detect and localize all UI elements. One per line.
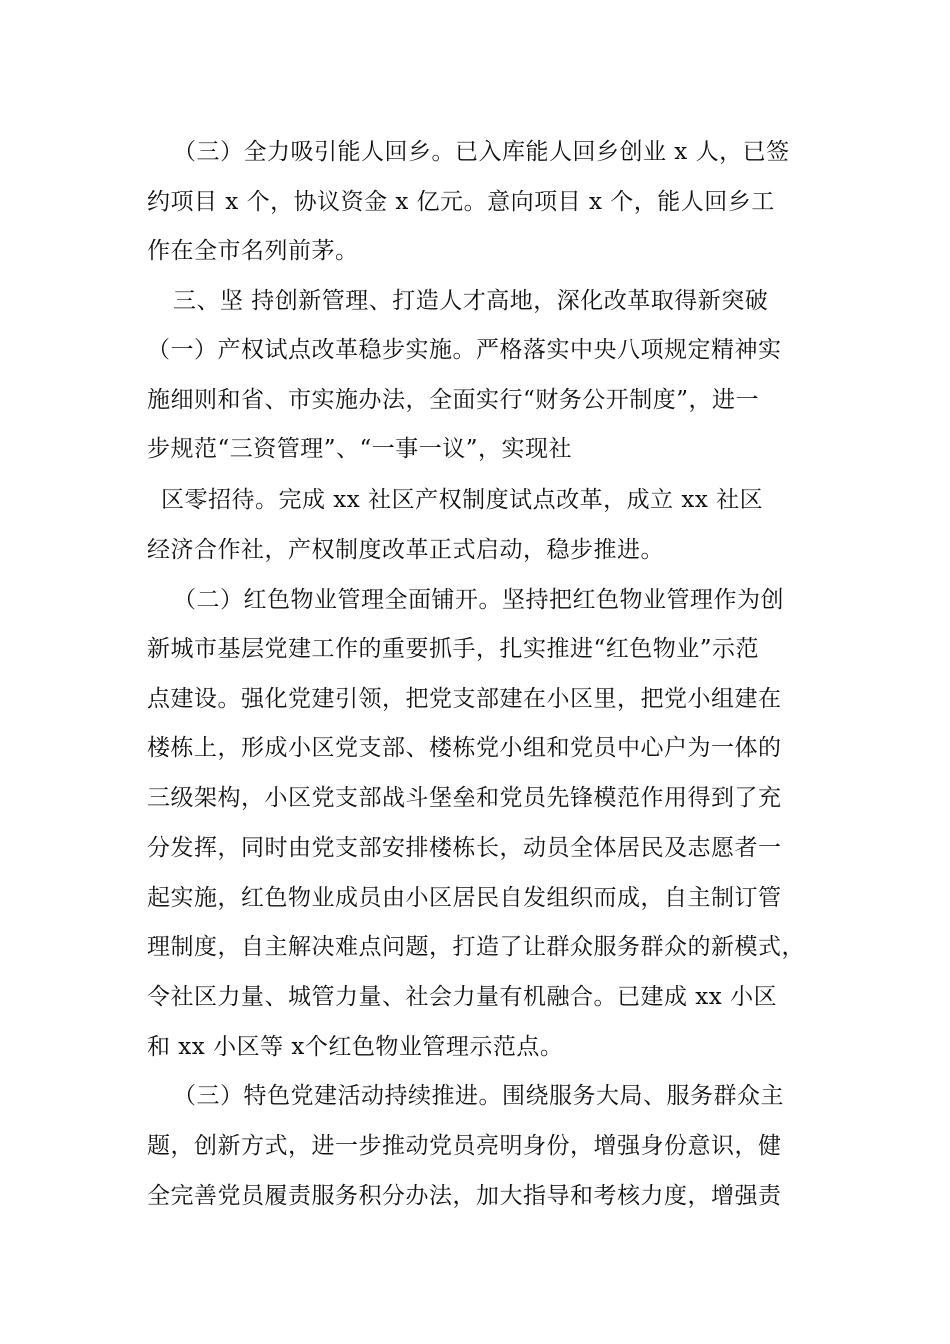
- text-line: 和 xx 小区等 x个红色物业管理示范点。: [147, 1034, 564, 1060]
- text-line: 约项目 x 个，协议资金 x 亿元。意向项目 x 个，能人回乡工: [147, 189, 775, 215]
- text-line: 令社区力量、城管力量、社会力量有机融合。已建成 xx 小区: [147, 984, 778, 1010]
- text-line: 施细则和省、市实施办法，全面实行“财务公开制度”，进一: [147, 387, 760, 413]
- text-line: 区零招待。完成 xx 社区产权制度试点改革，成立 xx 社区: [161, 487, 764, 513]
- text-line: （二）红色物业管理全面铺开。坚持把红色物业管理作为创: [173, 587, 784, 613]
- text-line: 点建设。强化党建引领，把党支部建在小区里，把党小组建在: [147, 686, 782, 712]
- text-line: 题，创新方式，进一步推动党员亮明身份，增强身份意识，健: [147, 1133, 782, 1159]
- text-line: 理制度，自主解决难点问题，打造了让群众服务群众的新模式，: [147, 934, 805, 960]
- text-line: 三级架构，小区党支部战斗堡垒和党员先锋模范作用得到了充: [147, 785, 782, 811]
- text-line: （三）全力吸引能人回乡。已入库能人回乡创业 x 人，已签: [173, 139, 790, 165]
- text-line: （三）特色党建活动持续推进。围绕服务大局、服务群众主: [173, 1083, 784, 1109]
- section-heading: 三、坚 持创新管理、打造人才高地，深化改革取得新突破: [173, 288, 769, 314]
- text-line: 作在全市名列前茅。: [147, 238, 359, 264]
- text-line: 全完善党员履责服务积分办法，加大指导和考核力度，增强责: [147, 1183, 782, 1209]
- text-line: 分发挥，同时由党支部安排楼栋长，动员全体居民及志愿者一: [147, 835, 782, 861]
- text-line: 步规范“三资管理”、“一事一议”，实现社: [147, 436, 573, 462]
- text-line: 楼栋上，形成小区党支部、楼栋党小组和党员中心户为一体的: [147, 735, 782, 761]
- text-line: 经济合作社，产权制度改革正式启动，稳步推进。: [147, 537, 664, 563]
- text-line: （一）产权试点改革稳步实施。严格落实中央八项规定精神实: [147, 337, 782, 363]
- text-line: 起实施，红色物业成员由小区居民自发组织而成，自主制订管: [147, 885, 782, 911]
- text-line: 新城市基层党建工作的重要抓手，扎实推进“红色物业”示范: [147, 636, 760, 662]
